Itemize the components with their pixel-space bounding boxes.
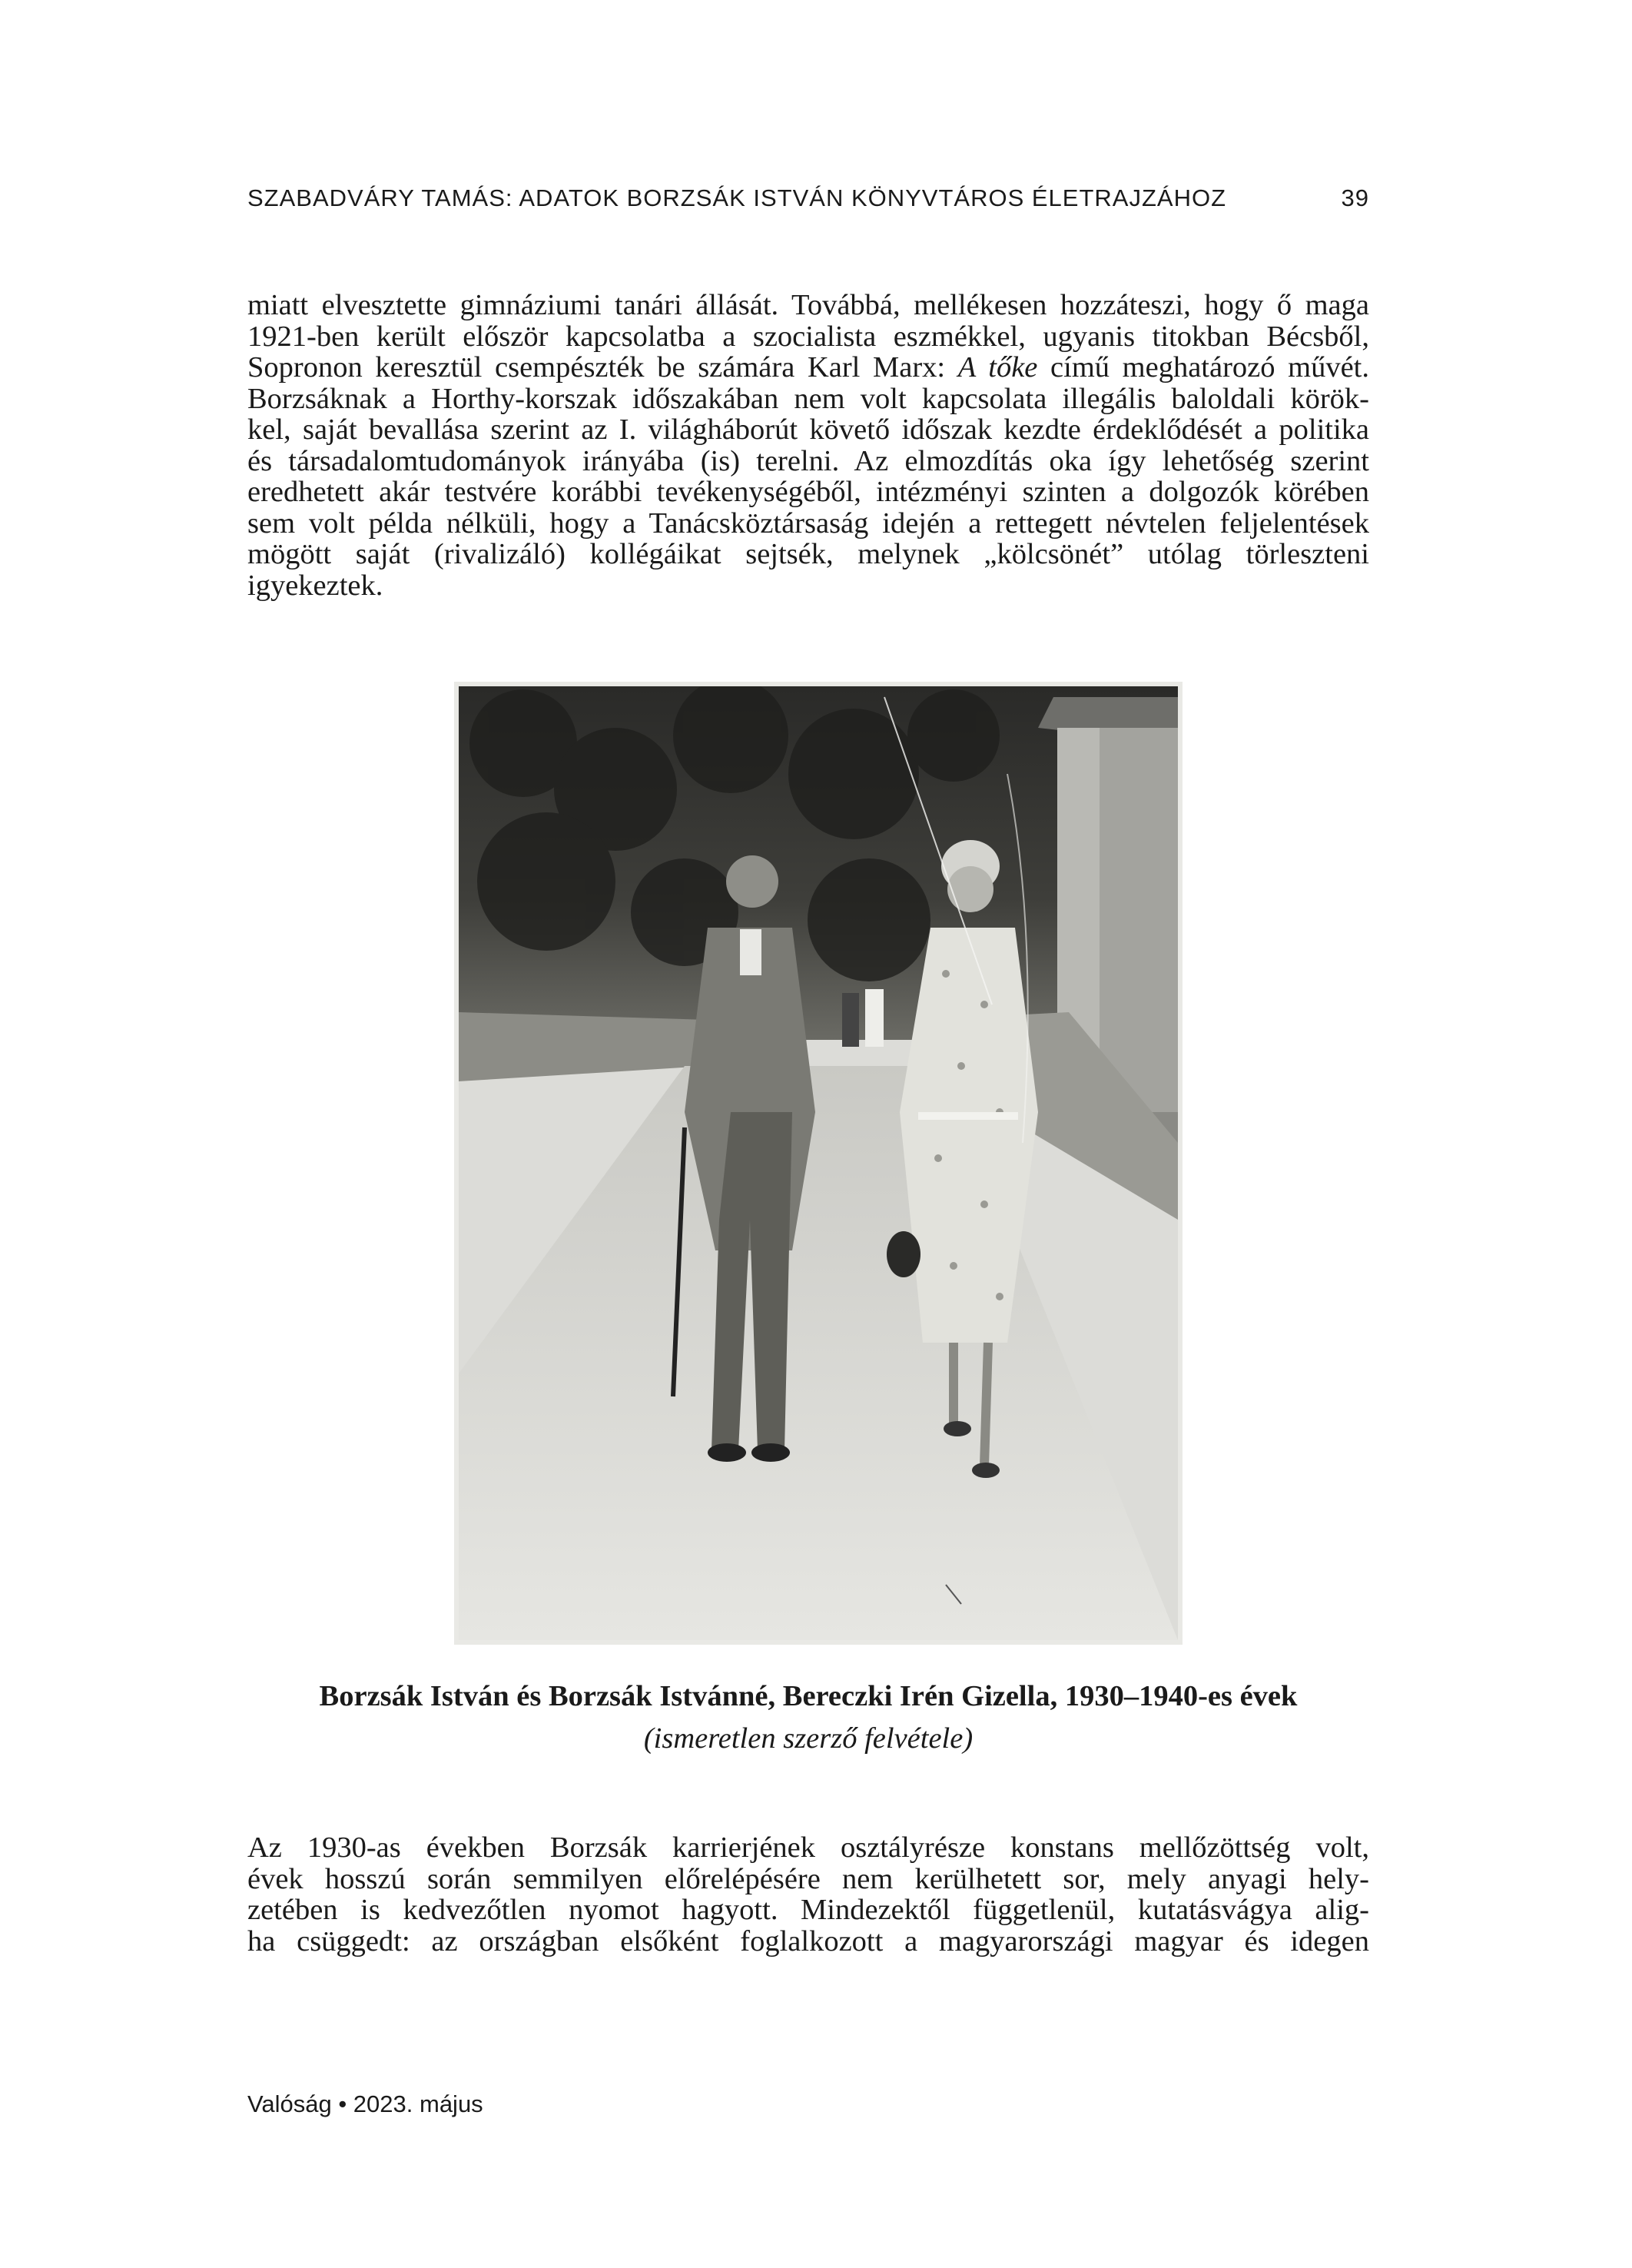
photograph: [454, 682, 1183, 1645]
text-line: zetében is kedvezőtlen nyomot hagyott. Mindezektől függetlenül, kutatásvágya alig-: [247, 1894, 1369, 1926]
couple-walking-photo: [454, 682, 1183, 1645]
photo-caption: Borzsák István és Borzsák Istvánné, Bereczki Irén Gizella, 1930–1940-es évek: [319, 1680, 1298, 1712]
text-line: Az 1930-as években Borzsák karrierjének osztályrésze konstans mellőzöttség volt,: [247, 1831, 1369, 1864]
paragraph-2: [247, 1832, 1369, 1957]
text-line-start: Sopronon keresztül csempészték be számára Karl Marx:: [247, 351, 946, 384]
page-footer: Valóság • 2023. május: [247, 2090, 483, 2117]
page-number: 39: [1341, 184, 1369, 211]
text-line: és társadalomtudományok irányába (is) terelni. Az elmozdítás oka így lehetőség szerint: [247, 444, 1369, 477]
text-line: Borzsáknak a Horthy-korszak időszakában nem volt kapcsolata illegális baloldali körök-: [247, 382, 1369, 415]
text-line: mögött saját (rivalizáló) kollégáikat sejtsék, melynek „kölcsönét” utólag törleszteni: [247, 538, 1369, 570]
text-line: miatt elvesztette gimnáziumi tanári állását. Továbbá, mellékesen hozzáteszi, hogy ő maga: [247, 289, 1369, 321]
text-line: kel, saját bevallása szerint az I. világháborút követő időszak kezdte érdeklődését a politika: [247, 413, 1369, 446]
text-line-end: című meghatározó művét.: [1037, 351, 1369, 384]
text-line: sem volt példa nélküli, hogy a Tanácsköztársaság idején a rettegett névtelen feljelentések: [247, 506, 1369, 540]
text-line: évek hosszú során semmilyen előrelépésére nem kerülhetett sor, mely anyagi hely-: [247, 1862, 1369, 1895]
text-line: ha csüggedt: az országban elsőként foglalkozott a magyarországi magyar és idegen: [247, 1924, 1369, 1958]
book-title-italic: A tőke: [957, 351, 1038, 384]
text-line: [247, 352, 1369, 384]
running-title: SZABADVÁRY TAMÁS: ADATOK BORZSÁK ISTVÁN KÖNYVTÁROS ÉLETRAJZÁHOZ: [247, 184, 1227, 211]
text-line: igyekeztek.: [247, 569, 383, 602]
text-line: eredhetett akár testvére korábbi tevékenységéből, intézményi szinten a dolgozók körében: [247, 476, 1369, 508]
photo-credit: (ismeretlen szerző felvétele): [643, 1722, 974, 1755]
text-line: 1921-ben került először kapcsolatba a szocialista eszmékkel, ugyanis titokban Bécsből,: [247, 320, 1369, 353]
paragraph-1: [247, 290, 1369, 601]
